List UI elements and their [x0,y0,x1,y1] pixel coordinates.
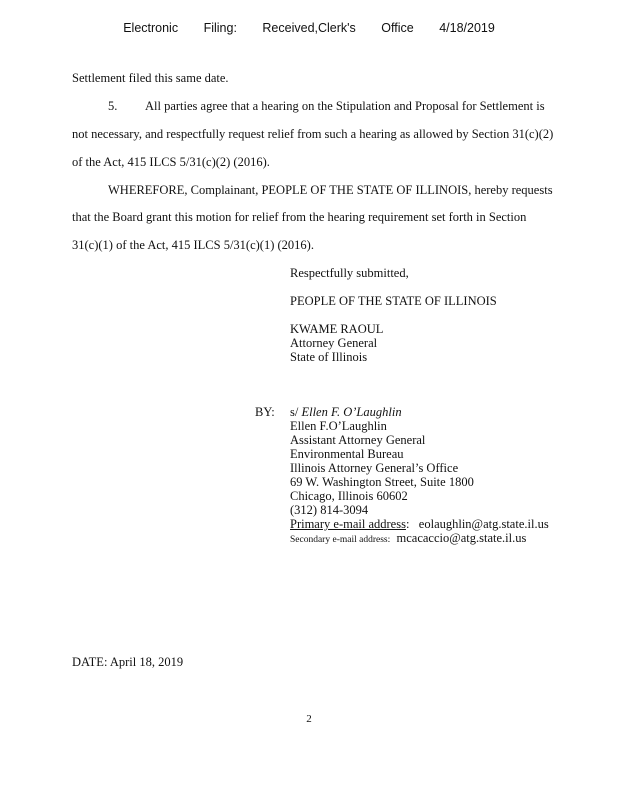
body-line: that the Board grant this motion for relief from the hearing requirement set forth in Section [72,210,527,224]
signer-street: 69 W. Washington Street, Suite 1800 [290,475,474,489]
ag-name: KWAME RAOUL [290,322,384,336]
signer-phone: (312) 814-3094 [290,503,369,517]
secondary-email-row [290,531,526,546]
primary-email-row: Primary e-mail address: eolaughlin@atg.state.il.us [290,517,549,531]
body-line: All parties agree that a hearing on the Stipulation and Proposal for Settlement is [145,99,545,113]
paragraph-number: 5. [108,99,118,113]
signer-title: Assistant Attorney General [290,433,426,447]
e-signature [290,405,402,420]
by-label: BY: [255,405,275,419]
body-line: Settlement filed this same date. [72,71,229,85]
signer-office: Illinois Attorney General’s Office [290,461,459,475]
header-word: Electronic [123,21,179,35]
signer-name: Ellen F.O’Laughlin [290,419,387,433]
ag-state: State of Illinois [290,350,368,364]
body-line: WHEREFORE, Complainant, PEOPLE OF THE STATE OF ILLINOIS, hereby requests [108,183,553,197]
header-word: Filing: [203,21,237,35]
signature-prefix: s/ [290,405,299,419]
secondary-email-label: Secondary e-mail address: [290,535,391,545]
body-line: of the Act, 415 ILCS 5/31(c)(2) (2016). [72,155,270,169]
header-word: Office [381,21,414,35]
page-number: 2 [306,713,312,725]
signer-city: Chicago, Illinois 60602 [290,489,408,503]
body-line: not necessary, and respectfully request relief from such a hearing as allowed by Section 31(c)(2) [72,127,554,141]
header-word: Received,Clerk's [262,21,356,35]
secondary-email: mcacaccio@atg.state.il.us [396,531,527,545]
primary-email-label: Primary e-mail address [290,517,406,531]
primary-email: eolaughlin@atg.state.il.us [418,517,549,531]
body-line: 31(c)(1) of the Act, 415 ILCS 5/31(c)(1) (2016). [72,238,314,252]
party-name: PEOPLE OF THE STATE OF ILLINOIS [290,294,497,308]
date-line: DATE: April 18, 2019 [72,655,184,669]
filing-stamp-header [0,21,618,35]
ag-title: Attorney General [290,336,378,350]
closing: Respectfully submitted, [290,266,409,280]
signature-name: Ellen F. O’Laughlin [301,405,402,419]
signer-bureau: Environmental Bureau [290,447,404,461]
header-word: 4/18/2019 [439,21,495,35]
